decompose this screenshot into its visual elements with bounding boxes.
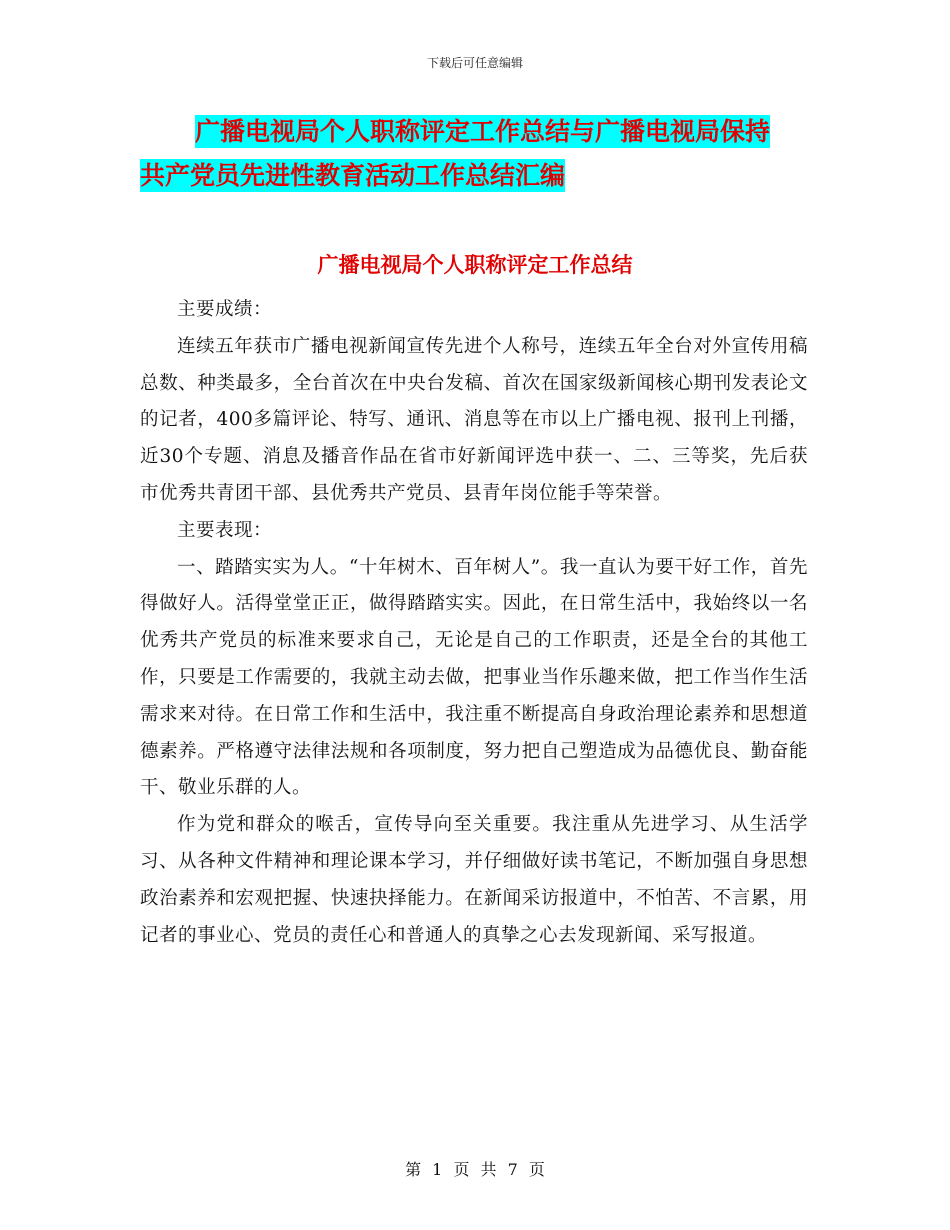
paragraph: 作为党和群众的喉舌，宣传导向至关重要。我注重从先进学习、从生活学习、从各种文件精神和理论课本学习，并仔细做好读书笔记，不断加强自身思想政治素养和宏观把握、快速抉择能力。在新闻采访报道中，不怕苦、不言累，用记者的事业心、党员的责任心和普通人的真挚之心去发现新闻、采写报道。	[140, 814, 808, 946]
document-title-line-1-text: 广播电视局个人职称评定工作总结与广播电视局保持	[195, 117, 771, 146]
header-note: 下载后可任意编辑	[426, 56, 523, 70]
page-footer: 第 1 页 共 7 页	[405, 1160, 545, 1179]
paragraph: 主要成绩：	[177, 299, 273, 320]
document-title-line-1	[140, 110, 820, 154]
paragraph: 主要表现：	[177, 519, 273, 541]
document-title	[140, 110, 820, 198]
paragraph: 一、踏踏实实为人。“十年树木、百年树人”。我一直认为要干好工作，首先得做好人。活得堂堂正正，做得踏踏实实。因此，在日常生活中，我始终以一名优秀共产党员的标准来要求自己，无论是自己的工作职责，还是全台的其他工作，只要是工作需要的，我就主动去做，把事业当作乐趣来做，把工作当作生活需求来对待。在日常工作和生活中，我注重不断提高自身政治理论素养和思想道德素养。严格遵守法律法规和各项制度，努力把自己塑造成为品德优良、勤奋能干、敬业乐群的人。	[140, 556, 808, 799]
section-title: 广播电视局个人职称评定工作总结	[317, 253, 633, 277]
document-title-line-2	[140, 154, 820, 198]
paragraph: 连续五年获市广播电视新闻宣传先进个人称号，连续五年全台对外宣传用稿总数、种类最多，全台首次在中央台发稿、首次在国家级新闻核心期刊发表论文的记者，400多篇评论、特写、通讯、消息等在市以上广播电视、报刊上刊播，近30个专题、消息及播音作品在省市好新闻评选中获一、二、三等奖，先后获市优秀共青团干部、县优秀共产党员、县青年岗位能手等荣誉。	[140, 335, 808, 504]
body-text	[140, 292, 808, 954]
document-title-line-2-text: 共产党员先进性教育活动工作总结汇编	[140, 161, 566, 190]
